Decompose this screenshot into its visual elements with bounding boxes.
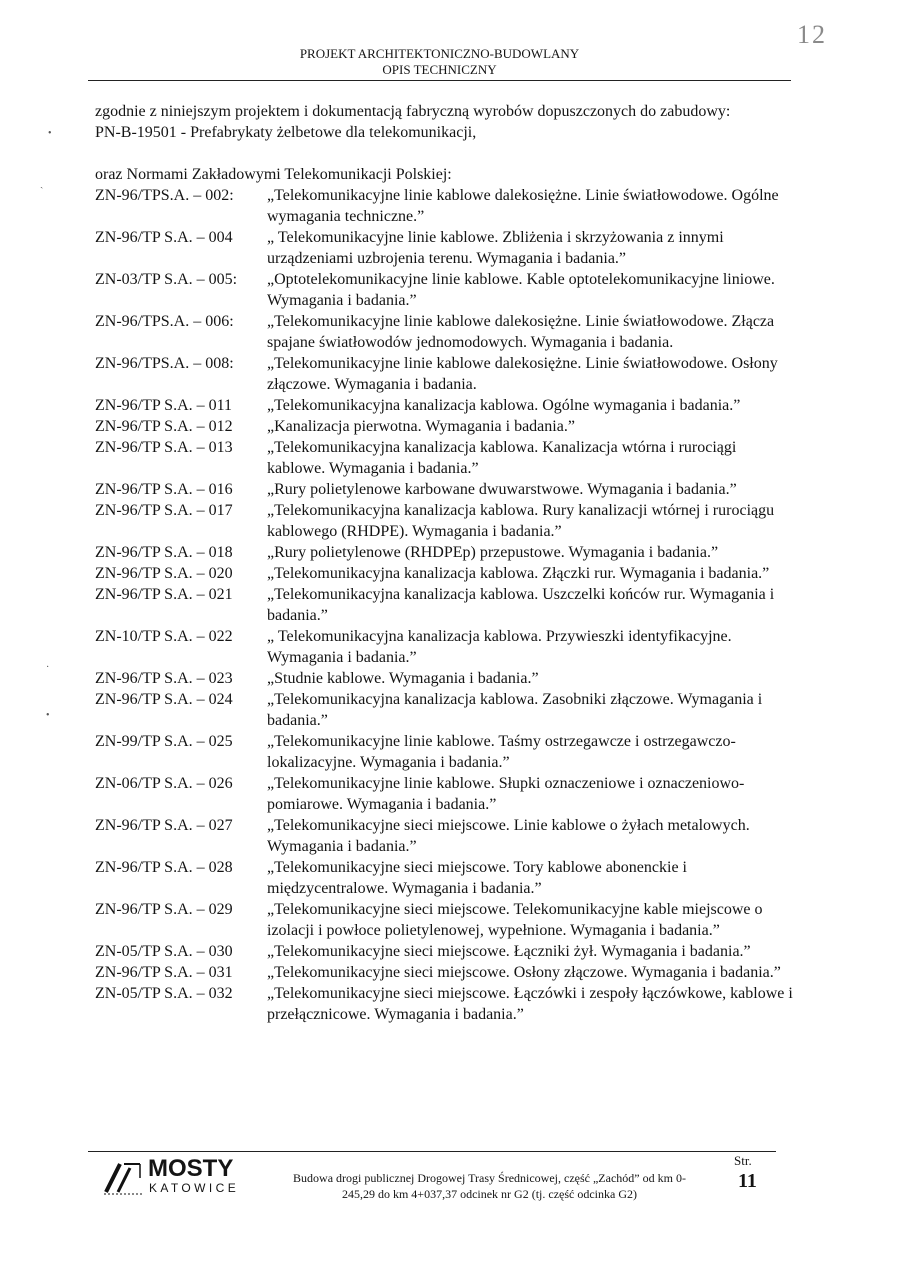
norm-code: ZN-05/TP S.A. – 032 [95, 985, 233, 1002]
logo-name: MOSTY [148, 1155, 234, 1182]
norm-item [95, 689, 795, 731]
norm-code: ZN-03/TP S.A. – 005: [95, 271, 238, 288]
norm-description: „Telekomunikacyjna kanalizacja kablowa. Rury kanalizacji wtórnej i rurociągu kablowego (RHDPE). Wymagania i badania.” [267, 502, 775, 540]
company-logo [100, 1155, 250, 1198]
footer-divider [88, 1151, 776, 1152]
norm-description: „Telekomunikacyjne linie kablowe. Taśmy ostrzegawcze i ostrzegawczo-lokalizacyjne. Wymagania i badania.” [267, 733, 736, 771]
norm-item [95, 815, 795, 857]
norm-item [95, 983, 795, 1025]
norm-code: ZN-05/TP S.A. – 030 [95, 943, 233, 960]
footer-project-description [262, 1170, 717, 1202]
norm-item [95, 500, 795, 542]
norm-item [95, 731, 795, 773]
norm-description: „Telekomunikacyjne linie kablowe dalekosiężne. Linie światłowodowe. Osłony złączowe. Wymagania i badania. [267, 355, 778, 393]
norms-intro: oraz Normami Zakładowymi Telekomunikacji Polskiej: [95, 166, 452, 183]
norm-code: ZN-96/TP S.A. – 011 [95, 397, 233, 414]
norm-item [95, 941, 795, 962]
footer-text-line: 245,29 do km 4+037,37 odcinek nr G2 (tj. część odcinka G2) [341, 1187, 638, 1201]
norm-item [95, 626, 795, 668]
norm-code: ZN-96/TPS.A. – 008: [95, 355, 234, 372]
norm-item [95, 416, 795, 437]
norm-description: „Telekomunikacyjna kanalizacja kablowa. Ogólne wymagania i badania.” [267, 397, 741, 414]
page-number: 11 [738, 1170, 757, 1192]
norm-description: „Telekomunikacyjne linie kablowe dalekosiężne. Linie światłowodowe. Ogólne wymagania techniczne.” [267, 187, 779, 225]
norm-description: „Telekomunikacyjne sieci miejscowe. Tory kablowe abonenckie i międzycentralowe. Wymagania i badania.” [267, 859, 687, 897]
norm-item [95, 584, 795, 626]
norm-item [95, 962, 795, 983]
norm-description: „Telekomunikacyjna kanalizacja kablowa. Uszczelki końców rur. Wymagania i badania.” [267, 586, 775, 624]
document-body [95, 101, 795, 1025]
norm-code: ZN-96/TPS.A. – 006: [95, 313, 234, 330]
norm-code: ZN-96/TP S.A. – 023 [95, 670, 233, 687]
norm-description: „Telekomunikacyjne sieci miejscowe. Łączniki żył. Wymagania i badania.” [267, 943, 751, 960]
norm-item [95, 563, 795, 584]
norm-code: ZN-99/TP S.A. – 025 [95, 733, 233, 750]
header-section-title: OPIS TECHNICZNY [382, 62, 497, 77]
norm-description: „Rury polietylenowe karbowane dwuwarstwowe. Wymagania i badania.” [267, 481, 737, 498]
norm-description: „Kanalizacja pierwotna. Wymagania i badania.” [267, 418, 575, 435]
norm-description: „Telekomunikacyjne sieci miejscowe. Telekomunikacyjne kable miejscowe o izolacji i powłoce polietylenowej, wypełnione. Wymagania i badania.” [267, 901, 763, 939]
norm-description: „Telekomunikacyjne sieci miejscowe. Łączówki i zespoły łączówkowe, kablowe i przełącznicowe. Wymagania i badania.” [267, 985, 793, 1023]
norm-code: ZN-96/TP S.A. – 031 [95, 964, 233, 981]
norm-code: ZN-96/TP S.A. – 004 [95, 229, 233, 246]
norm-item [95, 311, 795, 353]
page-label: Str. [734, 1153, 752, 1168]
scan-speck: • [48, 128, 52, 139]
norm-item [95, 899, 795, 941]
logo-city: KATOWICE [149, 1181, 240, 1195]
norm-code: ZN-96/TP S.A. – 020 [95, 565, 233, 582]
norm-description: „Telekomunikacyjne linie kablowe. Słupki oznaczeniowe i oznaczeniowo-pomiarowe. Wymagania i badania.” [267, 775, 745, 813]
norm-item [95, 479, 795, 500]
norm-code: ZN-96/TP S.A. – 024 [95, 691, 233, 708]
norm-item [95, 437, 795, 479]
header-project-title: PROJEKT ARCHITEKTONICZNO-BUDOWLANY [299, 46, 580, 61]
norm-description: „Studnie kablowe. Wymagania i badania.” [267, 670, 539, 687]
document-header [88, 46, 791, 78]
norm-code: ZN-96/TP S.A. – 028 [95, 859, 233, 876]
norm-description: „ Telekomunikacyjna kanalizacja kablowa. Przywieszki identyfikacyjne. Wymagania i badania.” [267, 628, 732, 666]
norm-description: „Telekomunikacyjne sieci miejscowe. Osłony złączowe. Wymagania i badania.” [267, 964, 781, 981]
norm-description: „Telekomunikacyjne linie kablowe dalekosiężne. Linie światłowodowe. Złącza spajane światłowodów jednomodowych. Wymagania i badania. [267, 313, 775, 351]
norm-item [95, 185, 795, 227]
norm-description: „Telekomunikacyjna kanalizacja kablowa. Zasobniki złączowe. Wymagania i badania.” [267, 691, 763, 729]
standard-reference: PN-B-19501 - Prefabrykaty żelbetowe dla telekomunikacji, [95, 124, 477, 141]
norm-item [95, 668, 795, 689]
scan-speck: • [46, 710, 50, 721]
scan-speck: · [46, 662, 50, 673]
norm-code: ZN-96/TP S.A. – 017 [95, 502, 233, 519]
norm-code: ZN-96/TP S.A. – 012 [95, 418, 233, 435]
intro-paragraph: zgodnie z niniejszym projektem i dokumentacją fabryczną wyrobów dopuszczonych do zabudowy: [95, 103, 731, 120]
norm-code: ZN-96/TP S.A. – 027 [95, 817, 233, 834]
norm-item [95, 227, 795, 269]
norm-item [95, 353, 795, 395]
norm-item [95, 857, 795, 899]
norm-code: ZN-06/TP S.A. – 026 [95, 775, 233, 792]
mosty-logo-icon [100, 1158, 146, 1196]
norm-code: ZN-96/TP S.A. – 018 [95, 544, 233, 561]
norm-code: ZN-96/TP S.A. – 016 [95, 481, 233, 498]
norm-code: ZN-96/TPS.A. – 002: [95, 187, 234, 204]
norm-description: „Telekomunikacyjna kanalizacja kablowa. Złączki rur. Wymagania i badania.” [267, 565, 770, 582]
header-divider [88, 80, 791, 81]
scan-speck: ˎ [40, 178, 44, 189]
norm-item [95, 542, 795, 563]
norm-description: „ Telekomunikacyjne linie kablowe. Zbliżenia i skrzyżowania z innymi urządzeniami uzbrojenia terenu. Wymagania i badania.” [267, 229, 724, 267]
footer-text-line: Budowa drogi publicznej Drogowej Trasy Średnicowej, część „Zachód” od km 0- [293, 1171, 686, 1185]
norm-description: „Telekomunikacyjne sieci miejscowe. Linie kablowe o żyłach metalowych. Wymagania i badania.” [267, 817, 750, 855]
norm-description: „Rury polietylenowe (RHDPEp) przepustowe. Wymagania i badania.” [267, 544, 719, 561]
norm-item [95, 269, 795, 311]
norm-code: ZN-96/TP S.A. – 013 [95, 439, 233, 456]
norm-code: ZN-10/TP S.A. – 022 [95, 628, 233, 645]
norm-code: ZN-96/TP S.A. – 021 [95, 586, 233, 603]
norm-code: ZN-96/TP S.A. – 029 [95, 901, 233, 918]
norm-description: „Telekomunikacyjna kanalizacja kablowa. Kanalizacja wtórna i rurociągi kablowe. Wymagania i badania.” [267, 439, 737, 477]
norms-list [95, 185, 795, 1025]
norm-item [95, 773, 795, 815]
norm-description: „Optotelekomunikacyjne linie kablowe. Kable optotelekomunikacyjne liniowe. Wymagania i badania.” [267, 271, 775, 309]
page-corner-number: 12 [797, 20, 827, 49]
norm-item [95, 395, 795, 416]
